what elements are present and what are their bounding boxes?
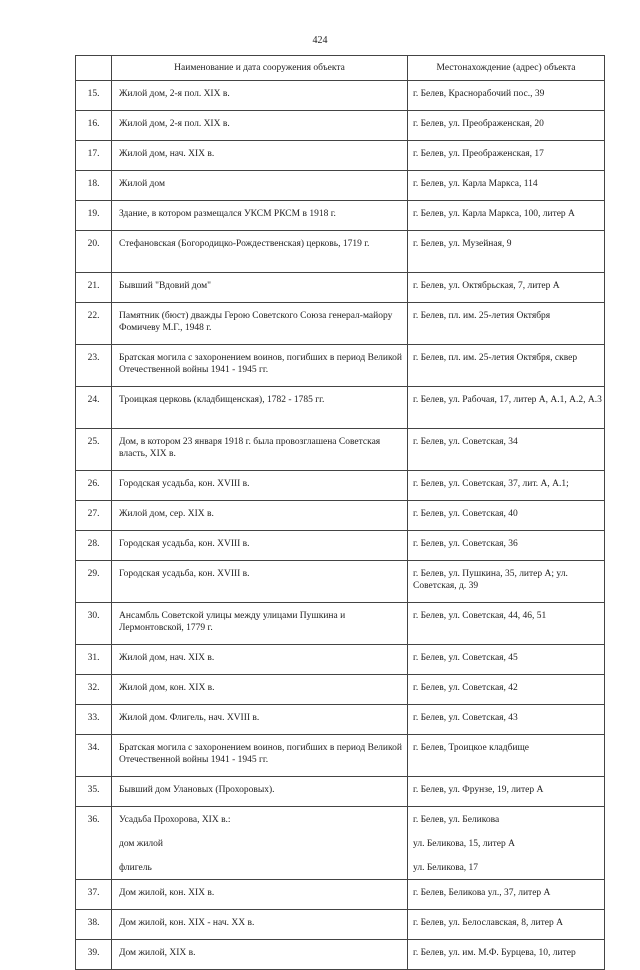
object-address [408,807,605,880]
table-row [76,910,605,940]
table-row [76,471,605,501]
row-number: 22. [76,303,112,345]
row-number: 20. [76,231,112,273]
object-name: Ансамбль Советской улицы между улицами Пушкина и Лермонтовской, 1779 г. [112,603,408,645]
row-number [76,807,112,880]
row-number: 19. [76,201,112,231]
object-name: Бывший дом Улановых (Прохоровых). [112,777,408,807]
object-address: г. Белев, ул. Октябрьская, 7, литер А [408,273,605,303]
table-row [76,387,605,429]
object-name: Жилой дом, сер. XIX в. [112,501,408,531]
object-address: г. Белев, ул. Советская, 42 [408,675,605,705]
row-number: 21. [76,273,112,303]
table-row [76,81,605,111]
object-address: г. Белев, Краснорабочий пос., 39 [408,81,605,111]
object-name: Дом жилой, кон. XIX - нач. XX в. [112,910,408,940]
row-number: 17. [76,141,112,171]
object-name: Жилой дом [112,171,408,201]
row-number: 28. [76,531,112,561]
row-number: 25. [76,429,112,471]
object-name: Городская усадьба, кон. XVIII в. [112,531,408,561]
object-name: Городская усадьба, кон. XVIII в. [112,471,408,501]
row-number: 23. [76,345,112,387]
row-number: 37. [76,880,112,910]
table-row [76,231,605,273]
row-number: 30. [76,603,112,645]
row-number: 29. [76,561,112,603]
object-address: г. Белев, пл. им. 25-летия Октября [408,303,605,345]
object-name: Жилой дом. Флигель, нач. XVIII в. [112,705,408,735]
row-number: 15. [76,81,112,111]
table-row [76,171,605,201]
row-number: 33. [76,705,112,735]
object-address: г. Белев, ул. Преображенская, 20 [408,111,605,141]
table-row [76,777,605,807]
table-row [76,429,605,471]
table-row [76,807,605,880]
object-name: Троицкая церковь (кладбищенская), 1782 - 1785 гг. [112,387,408,429]
object-name: Бывший "Вдовий дом" [112,273,408,303]
table-row [76,940,605,970]
table-row [76,501,605,531]
table-row [76,705,605,735]
object-name: Памятник (бюст) дважды Герою Советского Союза генерал-майору Фомичеву М.Г., 1948 г. [112,303,408,345]
object-address: г. Белев, ул. Музейная, 9 [408,231,605,273]
row-number: 32. [76,675,112,705]
object-name: Городская усадьба, кон. XVIII в. [112,561,408,603]
table-row [76,345,605,387]
number-column-header [76,56,112,81]
object-name: Жилой дом, нач. XIX в. [112,645,408,675]
object-address: г. Белев, ул. Советская, 45 [408,645,605,675]
row-number: 35. [76,777,112,807]
sub-object-address: ул. Беликова, 15, литер А [413,839,515,849]
table-row [76,880,605,910]
object-name [112,807,408,880]
sub-object-name: флигель [119,863,152,873]
object-address: г. Белев, ул. Советская, 43 [408,705,605,735]
object-address: г. Белев, ул. Преображенская, 17 [408,141,605,171]
row-number: 34. [76,735,112,777]
table-row [76,303,605,345]
sub-object-address: ул. Беликова, 17 [413,863,479,873]
object-name: Жилой дом, нач. XIX в. [112,141,408,171]
table-row [76,603,605,645]
row-number: 31. [76,645,112,675]
table-row [76,111,605,141]
row-number: 26. [76,471,112,501]
object-address: г. Белев, ул. Советская, 37, лит. А, А.1; [408,471,605,501]
object-address: г. Белев, Троицкое кладбище [408,735,605,777]
object-address: г. Белев, ул. Рабочая, 17, литер А, А.1, А.2, А.3 [408,387,605,429]
row-number-text: 36. [87,815,100,825]
row-number: 24. [76,387,112,429]
object-name: Жилой дом, 2-я пол. XIX в. [112,81,408,111]
object-address: г. Белев, ул. им. М.Ф. Бурцева, 10, литер [408,940,605,970]
object-name: Стефановская (Богородицко-Рождественская) церковь, 1719 г. [112,231,408,273]
object-address: г. Белев, Беликова ул., 37, литер А [408,880,605,910]
row-number: 39. [76,940,112,970]
sub-object-name: дом жилой [119,839,164,849]
object-address: г. Белев, ул. Советская, 40 [408,501,605,531]
heritage-objects-table [75,55,605,970]
row-number: 38. [76,910,112,940]
name-column-header: Наименование и дата сооружения объекта [112,56,408,81]
object-address: г. Белев, ул. Пушкина, 35, литер А; ул. Советская, д. 39 [408,561,605,603]
object-address: г. Белев, ул. Советская, 36 [408,531,605,561]
table-row [76,273,605,303]
object-name: Братская могила с захоронением воинов, погибших в период Великой Отечественной войны 1941 - 1945 гг. [112,735,408,777]
object-address: г. Белев, ул. Карла Маркса, 114 [408,171,605,201]
object-address: г. Белев, ул. Фрунзе, 19, литер А [408,777,605,807]
row-number: 16. [76,111,112,141]
page-number: 424 [312,35,328,46]
object-address: г. Белев, пл. им. 25-летия Октября, сквер [408,345,605,387]
object-address: г. Белев, ул. Белославская, 8, литер А [408,910,605,940]
object-name: Жилой дом, 2-я пол. XIX в. [112,111,408,141]
table-row [76,201,605,231]
object-address-line: г. Белев, ул. Беликова [413,815,500,825]
object-name: Жилой дом, кон. XIX в. [112,675,408,705]
row-number: 27. [76,501,112,531]
table-row [76,531,605,561]
object-name: Здание, в котором размещался УКСМ РКСМ в 1918 г. [112,201,408,231]
table-row [76,141,605,171]
object-address: г. Белев, ул. Советская, 34 [408,429,605,471]
address-column-header: Местонахождение (адрес) объекта [408,56,605,81]
object-address: г. Белев, ул. Советская, 44, 46, 51 [408,603,605,645]
table-row [76,645,605,675]
object-name: Братская могила с захоронением воинов, погибших в период Великой Отечественной войны 1941 - 1945 гг. [112,345,408,387]
object-name-line: Усадьба Прохорова, XIX в.: [119,815,231,825]
table-row [76,735,605,777]
object-name: Дом, в котором 23 января 1918 г. была провозглашена Советская власть, XIX в. [112,429,408,471]
object-address: г. Белев, ул. Карла Маркса, 100, литер А [408,201,605,231]
table-row [76,561,605,603]
row-number: 18. [76,171,112,201]
table-row [76,675,605,705]
object-name: Дом жилой, XIX в. [112,940,408,970]
object-name: Дом жилой, кон. XIX в. [112,880,408,910]
table-header-row [76,56,605,81]
